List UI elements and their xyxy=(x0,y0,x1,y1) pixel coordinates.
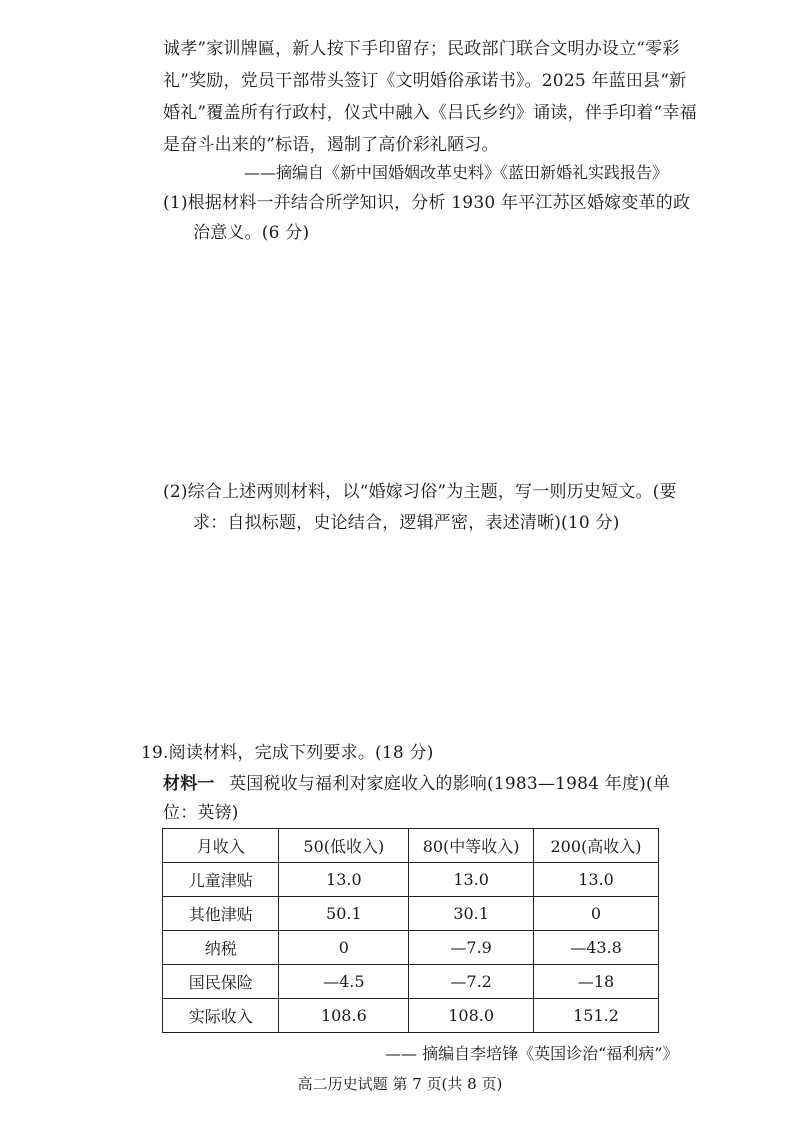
table-cell: —43.8 xyxy=(534,931,659,965)
table-header-row xyxy=(163,829,659,863)
table-cell: 13.0 xyxy=(279,863,409,897)
material-title: 位：英镑) xyxy=(163,803,239,823)
passage-line: 是奋斗出来的”标语，遏制了高价彩礼陋习。 xyxy=(163,135,499,155)
question-1-line: (1)根据材料一并结合所学知识，分析 1930 年平江苏区婚嫁变革的政 xyxy=(163,193,691,213)
table-cell: —4.5 xyxy=(279,965,409,999)
table-cell: 实际收入 xyxy=(163,999,279,1033)
material-title: 英国税收与福利对家庭收入的影响(1983—1984 年度)(单 xyxy=(229,774,671,794)
question-2-line: 求：自拟标题，史论结合，逻辑严密，表述清晰)(10 分) xyxy=(193,513,620,533)
passage-line: 礼”奖励，党员干部带头签订《文明婚俗承诺书》。2025 年蓝田县“新 xyxy=(163,71,687,91)
table-cell: 108.0 xyxy=(409,999,534,1033)
passage-line: 诚孝”家训牌匾，新人按下手印留存；民政部门联合文明办设立“零彩 xyxy=(163,39,680,59)
table-row xyxy=(163,897,659,931)
table-cell: 50.1 xyxy=(279,897,409,931)
table-header-cell: 200(高收入) xyxy=(534,829,659,863)
table-source: —— 摘编自李培锋《英国诊治“福利病”》 xyxy=(385,1044,679,1063)
passage-source: ——摘编自《新中国婚姻改革史料》《蓝田新婚礼实践报告》 xyxy=(244,163,669,182)
page-footer: 高二历史试题 第 7 页(共 8 页) xyxy=(297,1075,503,1093)
table-cell: 0 xyxy=(534,897,659,931)
question-2-line: (2)综合上述两则材料，以“婚嫁习俗”为主题，写一则历史短文。(要 xyxy=(163,482,677,502)
table-row xyxy=(163,999,659,1033)
table-cell: 其他津贴 xyxy=(163,897,279,931)
table-row xyxy=(163,863,659,897)
table-header-cell: 80(中等收入) xyxy=(409,829,534,863)
question-19-heading: 19.阅读材料，完成下列要求。(18 分) xyxy=(141,743,434,763)
table-header-cell: 50(低收入) xyxy=(279,829,409,863)
question-1-line: 治意义。(6 分) xyxy=(193,223,310,243)
income-table xyxy=(162,828,659,1033)
table-cell: 国民保险 xyxy=(163,965,279,999)
table-header-cell: 月收入 xyxy=(163,829,279,863)
material-label: 材料一 xyxy=(163,774,215,794)
table-cell: 纳税 xyxy=(163,931,279,965)
table-cell: —7.2 xyxy=(409,965,534,999)
table-cell: —18 xyxy=(534,965,659,999)
table-row xyxy=(163,931,659,965)
table-cell: 13.0 xyxy=(409,863,534,897)
table-cell: 151.2 xyxy=(534,999,659,1033)
table-cell: —7.9 xyxy=(409,931,534,965)
table-cell: 13.0 xyxy=(534,863,659,897)
table-cell: 0 xyxy=(279,931,409,965)
passage-line: 婚礼”覆盖所有行政村，仪式中融入《吕氏乡约》诵读，伴手印着“幸福 xyxy=(163,103,697,123)
table-cell: 108.6 xyxy=(279,999,409,1033)
table-cell: 儿童津贴 xyxy=(163,863,279,897)
table-cell: 30.1 xyxy=(409,897,534,931)
table-row xyxy=(163,965,659,999)
